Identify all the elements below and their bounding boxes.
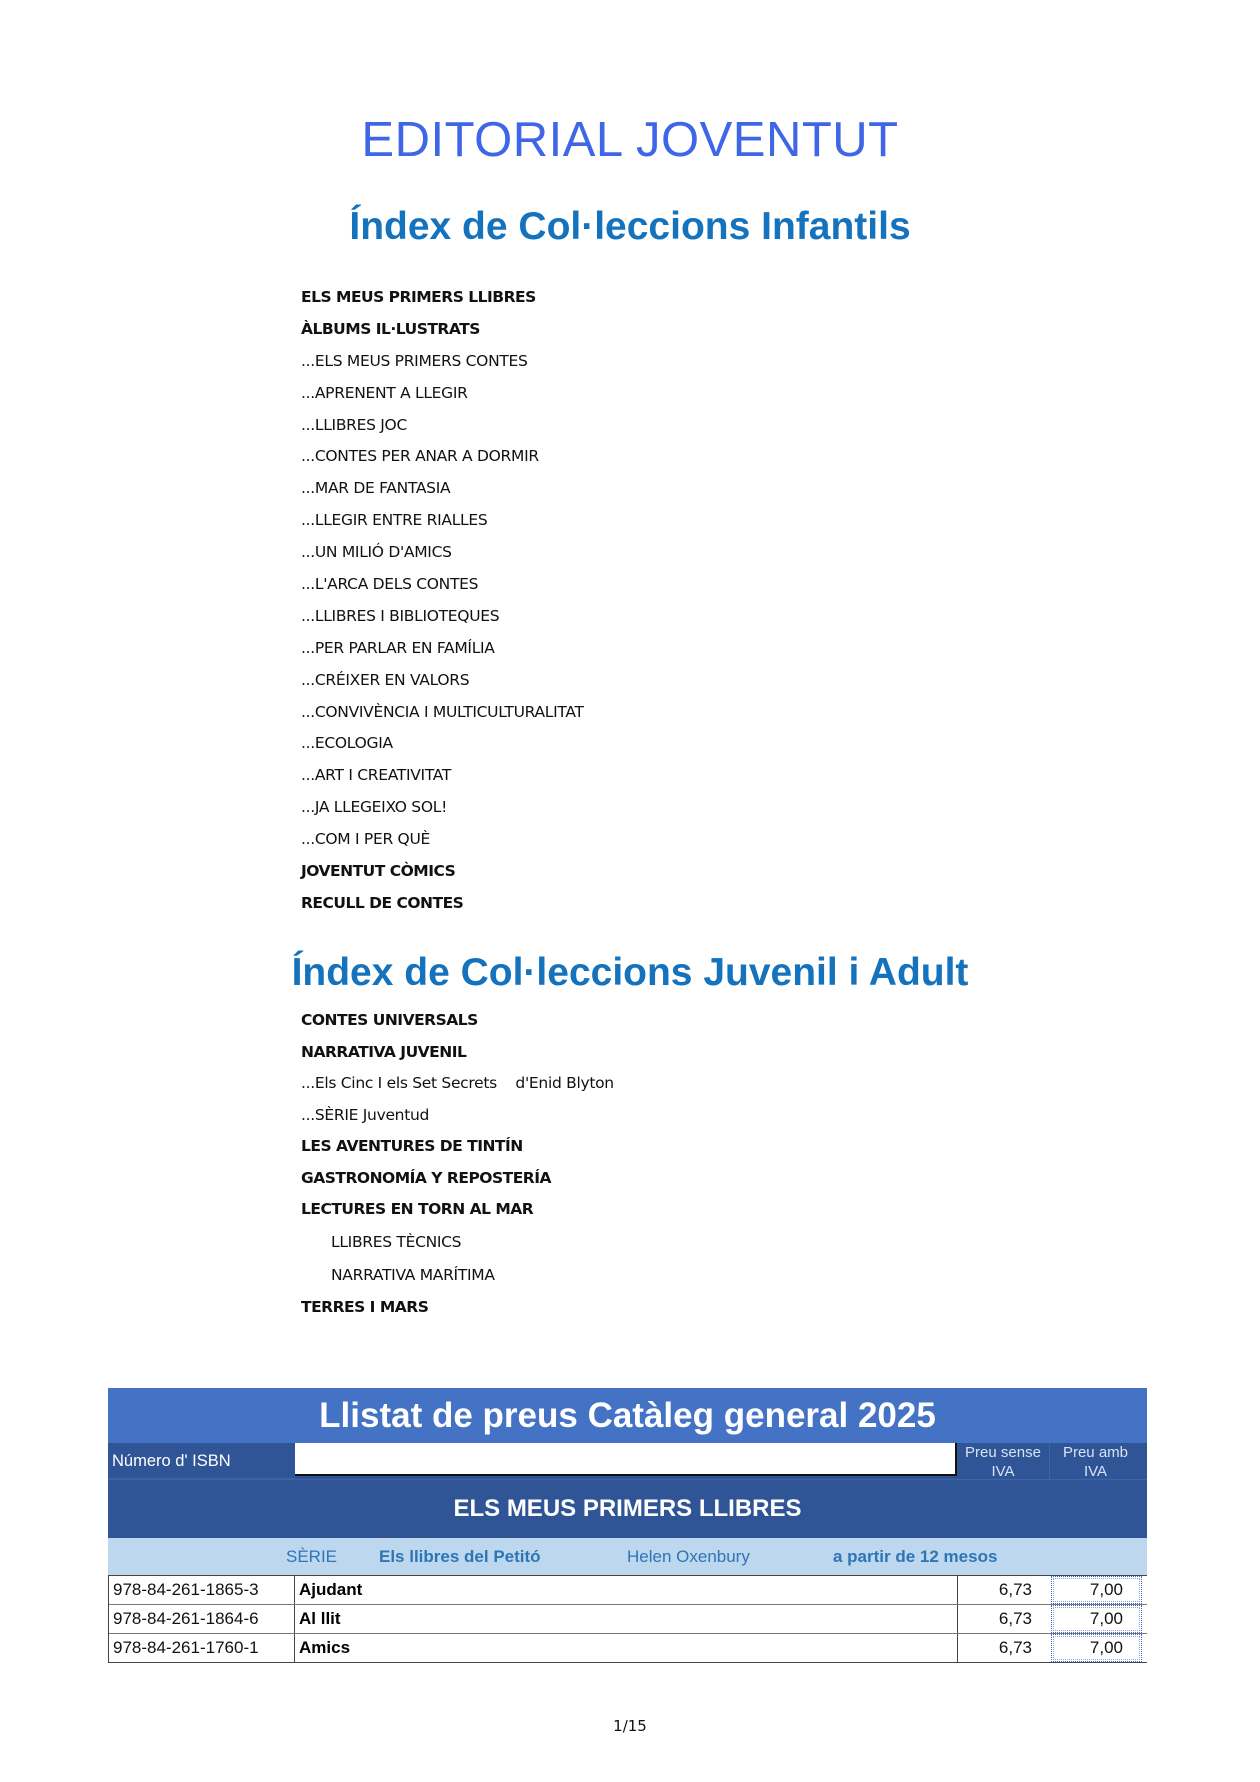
collection-link[interactable]: ...ART I CREATIVITAT <box>301 766 452 785</box>
collection-link[interactable]: ...CONTES PER ANAR A DORMIR <box>301 447 539 466</box>
price-no-vat-cell: 6,73 <box>998 1609 1032 1628</box>
series-band <box>108 1538 1147 1575</box>
juvenil-index-title: Índex de Col·leccions Juvenil i Adult <box>291 951 969 994</box>
collection-link[interactable]: ...UN MILIÓ D'AMICS <box>301 543 452 562</box>
collection-link[interactable]: ...COM I PER QUÈ <box>301 830 430 849</box>
table-row <box>109 1633 1147 1662</box>
infantil-collection-list <box>301 282 584 920</box>
collection-link[interactable]: ...CONVIVÈNCIA I MULTICULTURALITAT <box>301 702 584 721</box>
series-age: a partir de 12 mesos <box>833 1546 998 1566</box>
price-list-title: Llistat de preus Catàleg general 2025 <box>108 1388 1147 1443</box>
publisher-title: EDITORIAL JOVENTUT <box>361 113 899 167</box>
collection-link[interactable]: RECULL DE CONTES <box>301 893 464 912</box>
table-row <box>109 1604 1147 1633</box>
series-name: Els llibres del Petitó <box>379 1546 541 1566</box>
collection-link[interactable]: ...SÈRIE Juventud <box>301 1105 430 1124</box>
collection-link[interactable]: ...LLIBRES JOC <box>301 415 407 434</box>
collection-link[interactable]: ...PER PARLAR EN FAMÍLIA <box>301 638 495 657</box>
price-vat-cell[interactable]: 7,00 <box>1051 1576 1142 1604</box>
collection-link[interactable]: NARRATIVA JUVENIL <box>301 1042 467 1061</box>
collection-link[interactable]: ÀLBUMS IL·LUSTRATS <box>301 319 480 338</box>
page-number: 1/15 <box>613 1717 647 1735</box>
collection-link[interactable]: LLIBRES TÈCNICS <box>331 1232 462 1251</box>
collection-link[interactable]: ...MAR DE FANTASIA <box>301 479 451 498</box>
collection-link[interactable]: ...LLEGIR ENTRE RIALLES <box>301 511 488 530</box>
collection-link[interactable]: TERRES I MARS <box>301 1297 429 1316</box>
isbn-cell: 978-84-261-1865-3 <box>109 1576 295 1604</box>
collection-link[interactable]: LES AVENTURES DE TINTÍN <box>301 1137 523 1155</box>
isbn-search-row <box>108 1443 1147 1479</box>
price-vat-header: Preu amb IVA <box>1062 1444 1129 1480</box>
isbn-cell: 978-84-261-1864-6 <box>109 1605 295 1633</box>
book-rows <box>108 1575 1147 1663</box>
title-cell: Al llit <box>295 1605 958 1633</box>
title-cell: Ajudant <box>295 1576 958 1604</box>
collection-link[interactable]: ...JA LLEGEIXO SOL! <box>301 798 447 817</box>
price-no-vat-cell: 6,73 <box>998 1638 1032 1657</box>
collection-link[interactable]: ...APRENENT A LLEGIR <box>301 383 468 402</box>
price-vat-cell[interactable]: 7,00 <box>1051 1605 1142 1633</box>
isbn-label: Número d' ISBN <box>108 1443 295 1479</box>
collection-link[interactable]: ELS MEUS PRIMERS LLIBRES <box>301 288 536 306</box>
collection-link[interactable]: ...ECOLOGIA <box>301 734 393 753</box>
collection-link[interactable]: LECTURES EN TORN AL MAR <box>301 1200 534 1218</box>
isbn-cell: 978-84-261-1760-1 <box>109 1634 295 1662</box>
collection-link[interactable]: JOVENTUT CÒMICS <box>301 862 456 881</box>
collection-link[interactable]: ...LLIBRES I BIBLIOTEQUES <box>301 606 500 625</box>
price-vat-cell[interactable]: 7,00 <box>1051 1634 1142 1662</box>
collection-link[interactable]: NARRATIVA MARÍTIMA <box>331 1265 495 1284</box>
infantil-index-title: Índex de Col·leccions Infantils <box>349 205 911 248</box>
table-row <box>109 1575 1147 1604</box>
price-list-table <box>108 1388 1147 1663</box>
series-author: Helen Oxenbury <box>627 1546 750 1566</box>
series-label: SÈRIE <box>286 1546 338 1566</box>
collection-link[interactable]: GASTRONOMÍA Y REPOSTERÍA <box>301 1168 552 1187</box>
collection-link[interactable]: CONTES UNIVERSALS <box>301 1011 478 1029</box>
collection-header: ELS MEUS PRIMERS LLIBRES <box>108 1479 1147 1538</box>
isbn-input[interactable] <box>295 1443 957 1476</box>
price-no-vat-cell: 6,73 <box>998 1580 1032 1599</box>
collection-link[interactable]: ...CRÉIXER EN VALORS <box>301 670 470 689</box>
juvenil-collection-list <box>301 1005 614 1323</box>
price-no-vat-header: Preu sense IVA <box>957 1443 1050 1479</box>
collection-link[interactable]: ...L'ARCA DELS CONTES <box>301 575 479 594</box>
collection-link[interactable]: ...Els Cinc I els Set Secrets d'Enid Blyton <box>301 1074 614 1092</box>
collection-link[interactable]: ...ELS MEUS PRIMERS CONTES <box>301 351 528 370</box>
title-cell: Amics <box>295 1634 958 1662</box>
